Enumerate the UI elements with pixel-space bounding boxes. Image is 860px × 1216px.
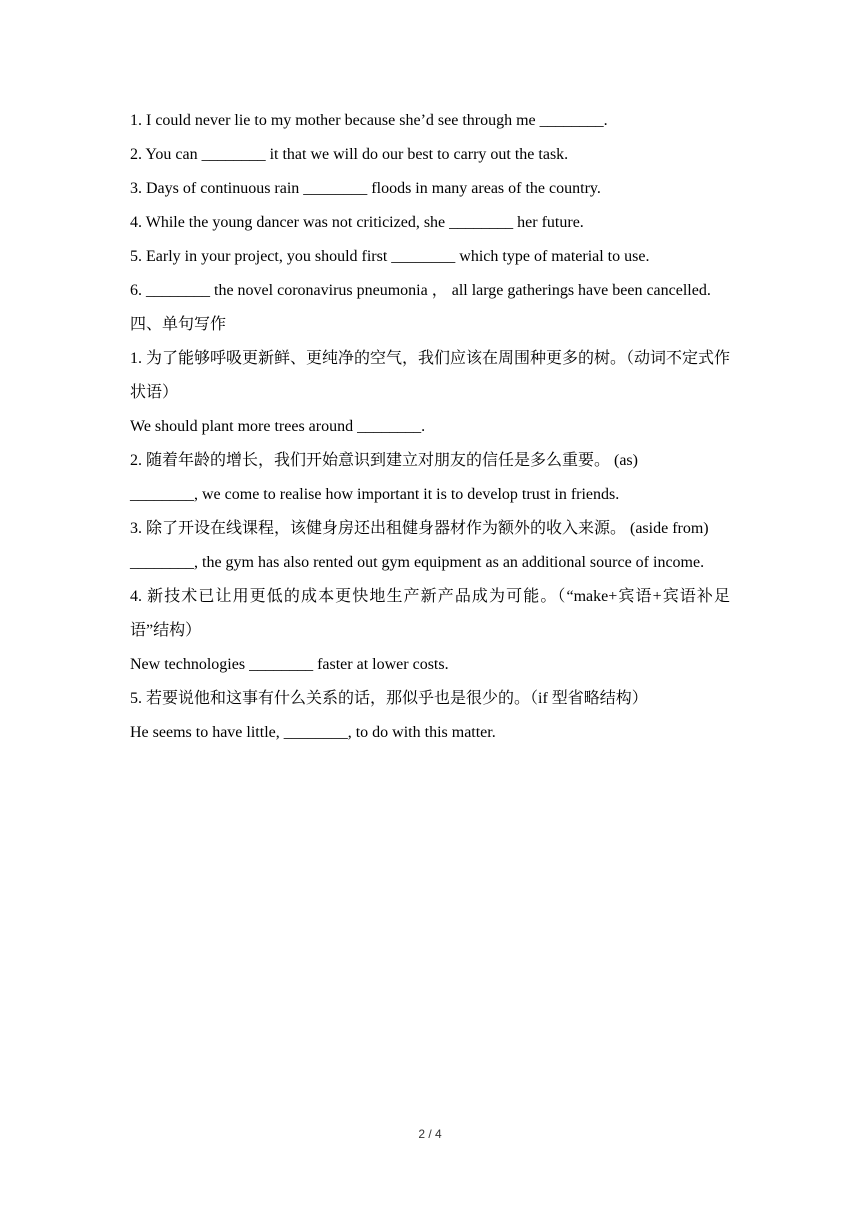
translation-answer-5: He seems to have little, ________, to do with this matter.: [130, 724, 496, 741]
translation-prompt-4: 4. 新技术已让用更低的成本更快地生产新产品成为可能。（“make+宾语+宾语补足语”结构）: [130, 588, 730, 639]
translation-answer-3: ________, the gym has also rented out gym equipment as an additional source of income.: [130, 554, 705, 571]
section-3-exercise-list: [130, 104, 730, 308]
exercise-item-3: 3. Days of continuous rain ________ floods in many areas of the country.: [130, 180, 601, 197]
worksheet-body: [130, 104, 730, 750]
translation-answer-2: ________, we come to realise how important it is to develop trust in friends.: [130, 486, 620, 503]
translation-prompt-3: 3. 除了开设在线课程，该健身房还出租健身器材作为额外的收入来源。 (aside from): [130, 520, 709, 537]
exercise-item-2: 2. You can ________ it that we will do our best to carry out the task.: [130, 146, 569, 163]
translation-prompt-5: 5. 若要说他和这事有什么关系的话，那似乎也是很少的。（if 型省略结构）: [130, 690, 648, 707]
translation-prompt-1: 1. 为了能够呼吸更新鲜、更纯净的空气，我们应该在周围种更多的树。（动词不定式作状语）: [130, 350, 731, 401]
page-number: 2 / 4: [418, 1127, 442, 1141]
exercise-item-1: 1. I could never lie to my mother because she’d see through me ________.: [130, 112, 608, 129]
section-4-translation-list: [130, 342, 730, 750]
exercise-item-4: 4. While the young dancer was not criticized, she ________ her future.: [130, 214, 584, 231]
exercise-item-5: 5. Early in your project, you should first ________ which type of material to use.: [130, 248, 650, 265]
exercise-item-6: 6. ________ the novel coronavirus pneumonia ， all large gatherings have been cancelled.: [130, 282, 711, 299]
section-4-heading: 四、单句写作: [130, 316, 227, 333]
translation-answer-4: New technologies ________ faster at lower costs.: [130, 656, 449, 673]
translation-prompt-2: 2. 随着年龄的增长，我们开始意识到建立对朋友的信任是多么重要。 (as): [130, 452, 638, 469]
translation-answer-1: We should plant more trees around ________.: [130, 418, 426, 435]
